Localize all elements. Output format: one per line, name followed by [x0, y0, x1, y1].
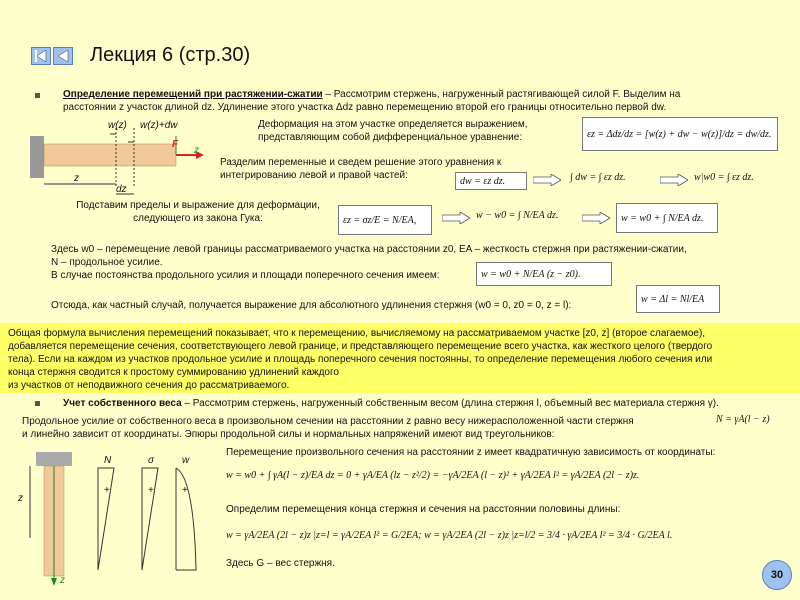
label-N: N [104, 455, 112, 466]
arrow-left-icon [32, 48, 50, 64]
formula-dl: w = Δl = Nl/EA [636, 285, 720, 313]
para2-text5: Определим перемещения конца стержня и сечения на расстоянии половины длины: [226, 504, 621, 515]
text-separate: Разделим переменные и сведем решение этого уравнения к интегрированию левой и правой частей: [220, 157, 502, 181]
formula-hooke: εz = σz/E = N/EA, [338, 205, 432, 235]
para1-heading: Определение перемещений при растяжении-сжатии [63, 89, 323, 100]
label-force: F [172, 139, 179, 150]
label-plus: + [182, 485, 188, 496]
arrow-right-icon [660, 174, 688, 186]
para1-text1: – Рассмотрим стержень, нагруженный растягивающей силой F. Выделим на [322, 89, 681, 100]
wall-support [30, 136, 44, 178]
formula-w-half: w = γA/2EA (2l − z)z |z=l = γA/2EA l² = G/2EA; w = γA/2EA (2l − z)z |z=l/2 = 3/4 · γA/2EA l² = 3/4 · G/2EA l. [226, 530, 673, 541]
page-title: Лекция 6 (стр.30) [90, 44, 251, 66]
text-const: В случае постоянства продольного усилия и площади поперечного сечения имеем: [51, 270, 440, 281]
formula-w-self: w = w0 + ∫ γA(l − z)/EA dz = 0 + γA/EA (lz − z²/2) = −γA/2EA (l − z)² + γA/2EA l² = γA/2EA (2l − z)z. [226, 470, 640, 481]
formula-N-self: N = γA(l − z) [716, 414, 770, 425]
label-wzdw: w(z)+dw [140, 120, 178, 131]
para2-text1: – Рассмотрим стержень, нагруженный собственным весом (длина стержня l, объемный вес материала стержня γ). [181, 398, 719, 409]
summary-line: добавляется перемещение сечения, соответствующего левой границе, и представляющего перемещение всего участка, как жесткого целого (твердого [8, 341, 713, 352]
formula-eps: εz = Δdz/dz = [w(z) + dw − w(z)]/dz = dw/dz. [582, 117, 778, 151]
label-wz: w(z) [108, 120, 127, 131]
text-deform: Деформация на этом участке определяется выражением, представляющим собой дифференциальное уравнение: [258, 119, 528, 143]
para1-text2: расстоянии z участок длиной dz. Удлинение этого участка Δdz равно перемещению второй его границы относительно первой dw. [63, 102, 667, 113]
text-N: N – продольное усилие. [51, 257, 163, 268]
formula-w-eq: w = w0 + ∫ N/EA dz. [616, 203, 718, 233]
formula-w-const: w = w0 + N/EA (z − z0). [476, 262, 612, 286]
formula-int1: ∫ dw = ∫ εz dz. [570, 172, 626, 183]
summary-line: из участков от неподвижного сечения до рассматриваемого. [8, 380, 290, 391]
arrow-left-icon [54, 48, 72, 64]
arrow-right-icon [533, 174, 561, 186]
prev-slide-button[interactable] [31, 47, 51, 65]
para2-text3: и линейно зависит от координаты. Эпюры продольной силы и нормальных напряжений имеют вид треугольников: [22, 429, 555, 440]
label-w: w [182, 455, 190, 466]
label-sigma: σ [148, 455, 155, 466]
formula-int2: w|w0 = ∫ εz dz. [694, 172, 754, 183]
bar [44, 144, 176, 166]
page-number: 30 [762, 560, 792, 590]
para2-text2: Продольное усилие от собственного веса в произвольном сечении на расстоянии z равно весу нижерасположенной части стержня [22, 416, 634, 427]
formula-w-minus: w − w0 = ∫ N/EA dz. [476, 210, 559, 221]
label-z-dim2: z [18, 493, 23, 504]
para2-text4: Перемещение произвольного сечения на расстоянии z имеет квадратичную зависимость от координаты: [226, 447, 716, 458]
label-z-axis2: z [60, 575, 65, 586]
label-z-dim: z [74, 173, 79, 184]
label-dz-dim: dz [116, 184, 127, 195]
text-w0: Здесь w0 – перемещение левой границы рассматриваемого участка на расстоянии z0, EA – жесткость стержня при растяжении-сжатии, [51, 244, 687, 255]
summary-line: Общая формула вычисления перемещений показывает, что к перемещению, вычисляемому на рассматриваемом участке [z0, z] (второе слагаемое), [8, 328, 706, 339]
text-hooke: Подставим пределы и выражение для деформации, следующего из закона Гука: [76, 200, 320, 224]
summary-text [8, 327, 798, 392]
para2-heading: Учет собственного веса [63, 398, 182, 409]
arrow-right-icon [442, 212, 470, 224]
label-plus: + [104, 485, 110, 496]
formula-dw: dw = εz dz. [455, 172, 527, 190]
arrow-right-icon [582, 212, 610, 224]
label-z-axis: z [194, 145, 199, 156]
label-plus: + [148, 485, 154, 496]
bullet [35, 93, 40, 98]
para2-text6: Здесь G – вес стержня. [226, 558, 335, 569]
summary-line: тела). Если на каждом из участков продольное усилие и площадь поперечного сечения постоянны, то определение перемещения любого сечения или [8, 354, 713, 365]
text-particular: Отсюда, как частный случай, получается выражение для абсолютного удлинения стержня (w0 = 0, z0 = 0, z = l): [51, 300, 572, 311]
self-weight-diagram [26, 448, 206, 588]
para2-line1 [63, 397, 783, 410]
bullet [35, 401, 40, 406]
ceiling-support [36, 452, 72, 466]
back-slide-button[interactable] [53, 47, 73, 65]
summary-line: конца стержня сводится к простому суммированию удлинений каждого [8, 367, 339, 378]
para1 [63, 88, 778, 114]
